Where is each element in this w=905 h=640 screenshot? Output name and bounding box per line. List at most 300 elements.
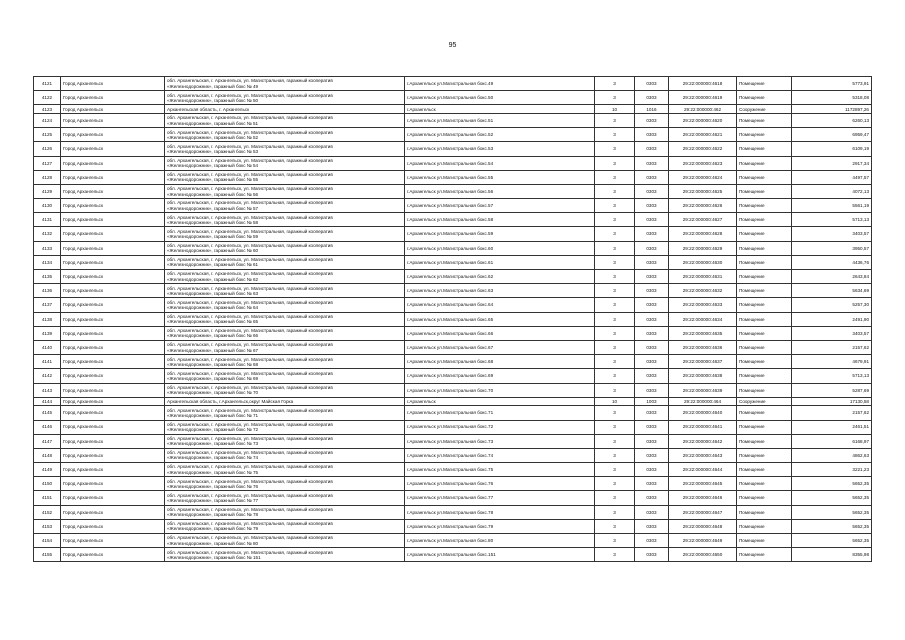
group-cell: 3: [595, 505, 635, 519]
code-cell: 0303: [635, 128, 669, 142]
value-cell: 2491,90: [792, 312, 872, 326]
address-cell: [165, 420, 405, 434]
object-kind-cell: Помещение: [737, 199, 792, 213]
group-cell: 3: [595, 184, 635, 198]
row-id-cell: 4152: [34, 505, 61, 519]
address-line: обл. Архангельская, г. Архангельск, ул. Магистральная, гаражный кооператив: [167, 328, 333, 334]
value-cell: 4679,91: [792, 355, 872, 369]
object-kind-cell: Помещение: [737, 113, 792, 127]
table-row: [34, 548, 872, 562]
owner-cell: Город Архангельск: [61, 505, 165, 519]
table-row: [34, 91, 872, 105]
location-cell: г.Архангельск ул.Магистральная бокс.61: [405, 255, 595, 269]
address-cell: [165, 505, 405, 519]
row-id-cell: 4139: [34, 326, 61, 340]
location-cell: г.Архангельск ул.Магистральная бокс.63: [405, 284, 595, 298]
address-line: «Железнодорожник», гаражный бокс № 52: [167, 134, 259, 140]
group-cell: 3: [595, 298, 635, 312]
cadastral-number-cell: 29:22:000000:4638: [669, 369, 737, 383]
location-cell: г.Архангельск ул.Магистральная бокс.54: [405, 156, 595, 170]
address-cell: [165, 255, 405, 269]
address-line: обл. Архангельская, г. Архангельск, ул. Магистральная, гаражный кооператив: [167, 92, 333, 98]
object-kind-cell: Помещение: [737, 241, 792, 255]
code-cell: 0303: [635, 463, 669, 477]
location-cell: г.Архангельск ул.Магистральная бокс.49: [405, 77, 595, 91]
register-body: [34, 77, 872, 562]
row-id-cell: 4129: [34, 184, 61, 198]
table-row: [34, 142, 872, 156]
cadastral-number-cell: 29:22:000000:4630: [669, 255, 737, 269]
location-cell: г.Архангельск ул.Магистральная бокс.73: [405, 434, 595, 448]
address-line: «Железнодорожник», гаражный бокс № 151: [167, 554, 261, 560]
row-id-cell: 4124: [34, 113, 61, 127]
address-cell: [165, 170, 405, 184]
value-cell: 5652,35: [792, 534, 872, 548]
object-kind-cell: Помещение: [737, 420, 792, 434]
cadastral-number-cell: 29:22:000000:4633: [669, 298, 737, 312]
address-line: «Железнодорожник», гаражный бокс № 75: [167, 469, 259, 475]
row-id-cell: 4155: [34, 548, 61, 562]
location-cell: г.Архангельск ул.Магистральная бокс.59: [405, 227, 595, 241]
object-kind-cell: Помещение: [737, 477, 792, 491]
code-cell: 0303: [635, 298, 669, 312]
object-kind-cell: Помещение: [737, 227, 792, 241]
table-row: [34, 326, 872, 340]
table-row: [34, 448, 872, 462]
group-cell: 3: [595, 340, 635, 354]
cadastral-number-cell: 29:22:000000:462: [669, 105, 737, 114]
table-row: [34, 369, 872, 383]
address-line: «Железнодорожник», гаражный бокс № 54: [167, 163, 259, 169]
value-cell: 6109,19: [792, 142, 872, 156]
group-cell: 3: [595, 420, 635, 434]
address-line: обл. Архангельская, г. Архангельск, ул. Магистральная, гаражный кооператив: [167, 313, 333, 319]
table-row: [34, 170, 872, 184]
location-cell: г.Архангельск ул.Магистральная бокс.60: [405, 241, 595, 255]
value-cell: 5318,08: [792, 91, 872, 105]
code-cell: 0303: [635, 199, 669, 213]
owner-cell: Город Архангельск: [61, 199, 165, 213]
object-kind-cell: Помещение: [737, 519, 792, 533]
address-line: обл. Архангельская, г. Архангельск, ул. Магистральная, гаражный кооператив: [167, 370, 333, 376]
address-line: «Железнодорожник», гаражный бокс № 71: [167, 412, 259, 418]
code-cell: 0303: [635, 355, 669, 369]
code-cell: 0303: [635, 534, 669, 548]
address-line: обл. Архангельская, г. Архангельск, ул. Магистральная, гаражный кооператив: [167, 421, 333, 427]
row-id-cell: 4151: [34, 491, 61, 505]
value-cell: 1172897,26: [792, 105, 872, 114]
group-cell: 10: [595, 105, 635, 114]
owner-cell: Город Архангельск: [61, 91, 165, 105]
code-cell: 0303: [635, 406, 669, 420]
cadastral-number-cell: 29:22:000000:4647: [669, 505, 737, 519]
address-line: «Железнодорожник», гаражный бокс № 56: [167, 191, 259, 197]
row-id-cell: 4122: [34, 91, 61, 105]
table-row: [34, 77, 872, 91]
address-cell: [165, 241, 405, 255]
address-line: обл. Архангельская, г. Архангельск, ул. Магистральная, гаражный кооператив: [167, 228, 333, 234]
address-line: обл. Архангельская, г. Архангельск, ул. Магистральная, гаражный кооператив: [167, 492, 333, 498]
address-line: «Железнодорожник», гаражный бокс № 76: [167, 483, 259, 489]
table-row: [34, 284, 872, 298]
address-cell: [165, 91, 405, 105]
object-kind-cell: Помещение: [737, 255, 792, 269]
address-line: обл. Архангельская, г. Архангельск, ул. Магистральная, гаражный кооператив: [167, 129, 333, 135]
location-cell: г.Архангельск ул.Магистральная бокс.52: [405, 128, 595, 142]
location-cell: г.Архангельск ул.Магистральная бокс.75: [405, 463, 595, 477]
object-kind-cell: Помещение: [737, 184, 792, 198]
row-id-cell: 4140: [34, 340, 61, 354]
row-id-cell: 4125: [34, 128, 61, 142]
group-cell: 3: [595, 326, 635, 340]
address-cell: [165, 142, 405, 156]
address-line: «Железнодорожник», гаражный бокс № 73: [167, 441, 259, 447]
table-row: [34, 397, 872, 406]
code-cell: 0303: [635, 369, 669, 383]
group-cell: 3: [595, 406, 635, 420]
owner-cell: Город Архангельск: [61, 213, 165, 227]
code-cell: 0303: [635, 270, 669, 284]
cadastral-number-cell: 29:22:000000:4644: [669, 463, 737, 477]
address-line: «Железнодорожник», гаражный бокс № 49: [167, 83, 259, 89]
value-cell: 5652,35: [792, 491, 872, 505]
owner-cell: Город Архангельск: [61, 406, 165, 420]
owner-cell: Город Архангельск: [61, 170, 165, 184]
address-cell: [165, 213, 405, 227]
code-cell: 0303: [635, 170, 669, 184]
address-line: обл. Архангельская, г. Архангельск, ул. Магистральная, гаражный кооператив: [167, 464, 333, 470]
address-cell: [165, 105, 405, 114]
location-cell: г.Архангельск ул.Магистральная бокс.71: [405, 406, 595, 420]
address-cell: [165, 519, 405, 533]
location-cell: г.Архангельск ул.Магистральная бокс.68: [405, 355, 595, 369]
address-line: «Железнодорожник», гаражный бокс № 57: [167, 205, 259, 211]
object-kind-cell: Помещение: [737, 355, 792, 369]
code-cell: 0303: [635, 477, 669, 491]
object-kind-cell: Помещение: [737, 383, 792, 397]
table-row: [34, 312, 872, 326]
address-line: обл. Архангельская, г. Архангельск, ул. Магистральная, гаражный кооператив: [167, 285, 333, 291]
cadastral-number-cell: 29:22:000000:4624: [669, 170, 737, 184]
table-row: [34, 463, 872, 477]
cadastral-number-cell: 29:22:000000:4649: [669, 534, 737, 548]
value-cell: 2157,62: [792, 340, 872, 354]
property-register-table: [33, 76, 872, 562]
row-id-cell: 4134: [34, 255, 61, 269]
group-cell: 3: [595, 213, 635, 227]
address-cell: [165, 548, 405, 562]
address-line: обл. Архангельская, г. Архангельск, ул. Магистральная, гаражный кооператив: [167, 143, 333, 149]
row-id-cell: 4150: [34, 477, 61, 491]
table-row: [34, 213, 872, 227]
row-id-cell: 4126: [34, 142, 61, 156]
row-id-cell: 4147: [34, 434, 61, 448]
group-cell: 3: [595, 448, 635, 462]
value-cell: 5634,69: [792, 284, 872, 298]
address-cell: [165, 227, 405, 241]
code-cell: 0303: [635, 91, 669, 105]
address-line: «Железнодорожник», гаражный бокс № 72: [167, 427, 259, 433]
owner-cell: Город Архангельск: [61, 326, 165, 340]
object-kind-cell: Помещение: [737, 434, 792, 448]
address-line: «Железнодорожник», гаражный бокс № 50: [167, 97, 259, 103]
table-row: [34, 491, 872, 505]
value-cell: 6959,47: [792, 128, 872, 142]
address-line: Архангельская область, г. Архангельск: [167, 106, 250, 112]
table-row: [34, 270, 872, 284]
owner-cell: Город Архангельск: [61, 534, 165, 548]
owner-cell: Город Архангельск: [61, 383, 165, 397]
address-line: обл. Архангельская, г. Архангельск, ул. Магистральная, гаражный кооператив: [167, 535, 333, 541]
object-kind-cell: Помещение: [737, 326, 792, 340]
table-row: [34, 199, 872, 213]
address-line: «Железнодорожник», гаражный бокс № 66: [167, 333, 259, 339]
owner-cell: Город Архангельск: [61, 77, 165, 91]
code-cell: 0303: [635, 255, 669, 269]
cadastral-number-cell: 29:22:000000:4631: [669, 270, 737, 284]
owner-cell: Город Архангельск: [61, 397, 165, 406]
row-id-cell: 4132: [34, 227, 61, 241]
object-kind-cell: Помещение: [737, 491, 792, 505]
row-id-cell: 4143: [34, 383, 61, 397]
cadastral-number-cell: 29:22:000000:4646: [669, 491, 737, 505]
object-kind-cell: Помещение: [737, 534, 792, 548]
object-kind-cell: Сооружение: [737, 105, 792, 114]
code-cell: 0303: [635, 284, 669, 298]
location-cell: г.Архангельск ул.Магистральная бокс.80: [405, 534, 595, 548]
location-cell: г.Архангельск ул.Магистральная бокс.51: [405, 113, 595, 127]
object-kind-cell: Помещение: [737, 77, 792, 91]
location-cell: г.Архангельск ул.Магистральная бокс.62: [405, 270, 595, 284]
address-line: обл. Архангельская, г. Архангельск, ул. Магистральная, гаражный кооператив: [167, 271, 333, 277]
cadastral-number-cell: 29:22:000000:4627: [669, 213, 737, 227]
group-cell: 3: [595, 199, 635, 213]
table-row: [34, 355, 872, 369]
table-row: [34, 241, 872, 255]
address-cell: [165, 477, 405, 491]
row-id-cell: 4128: [34, 170, 61, 184]
address-line: обл. Архангельская, г. Архангельск, ул. Магистральная, гаражный кооператив: [167, 549, 333, 555]
address-line: «Железнодорожник», гаражный бокс № 55: [167, 177, 259, 183]
address-line: «Железнодорожник», гаражный бокс № 70: [167, 390, 259, 396]
owner-cell: Город Архангельск: [61, 369, 165, 383]
group-cell: 3: [595, 519, 635, 533]
value-cell: 4436,76: [792, 255, 872, 269]
code-cell: 0303: [635, 491, 669, 505]
value-cell: 3950,57: [792, 241, 872, 255]
table-row: [34, 505, 872, 519]
group-cell: 3: [595, 463, 635, 477]
location-cell: г.Архангельск ул.Магистральная бокс.72: [405, 420, 595, 434]
location-cell: г.Архангельск ул.Магистральная бокс.66: [405, 326, 595, 340]
address-line: «Железнодорожник», гаражный бокс № 80: [167, 540, 259, 546]
owner-cell: Город Архангельск: [61, 477, 165, 491]
code-cell: 0303: [635, 326, 669, 340]
owner-cell: Город Архангельск: [61, 255, 165, 269]
address-line: «Железнодорожник», гаражный бокс № 58: [167, 219, 259, 225]
group-cell: 3: [595, 270, 635, 284]
value-cell: 5713,13: [792, 213, 872, 227]
group-cell: 3: [595, 434, 635, 448]
row-id-cell: 4148: [34, 448, 61, 462]
address-line: обл. Архангельская, г. Архангельск, ул. Магистральная, гаражный кооператив: [167, 157, 333, 163]
value-cell: 6260,13: [792, 113, 872, 127]
table-row: [34, 105, 872, 114]
address-line: «Железнодорожник», гаражный бокс № 63: [167, 290, 259, 296]
group-cell: 3: [595, 355, 635, 369]
row-id-cell: 4133: [34, 241, 61, 255]
owner-cell: Город Архангельск: [61, 519, 165, 533]
code-cell: 0303: [635, 548, 669, 562]
address-line: обл. Архангельская, г. Архангельск, ул. Магистральная, гаражный кооператив: [167, 342, 333, 348]
owner-cell: Город Архангельск: [61, 548, 165, 562]
address-line: «Железнодорожник», гаражный бокс № 60: [167, 248, 259, 254]
address-cell: [165, 199, 405, 213]
cadastral-number-cell: 29:22:000000:4621: [669, 128, 737, 142]
owner-cell: Город Архангельск: [61, 270, 165, 284]
address-line: «Железнодорожник», гаражный бокс № 65: [167, 319, 259, 325]
address-cell: [165, 270, 405, 284]
value-cell: 5652,35: [792, 519, 872, 533]
group-cell: 3: [595, 369, 635, 383]
value-cell: 4862,63: [792, 448, 872, 462]
address-cell: [165, 77, 405, 91]
group-cell: 3: [595, 548, 635, 562]
row-id-cell: 4146: [34, 420, 61, 434]
owner-cell: Город Архангельск: [61, 113, 165, 127]
group-cell: 3: [595, 128, 635, 142]
group-cell: 3: [595, 77, 635, 91]
row-id-cell: 4131: [34, 213, 61, 227]
group-cell: 3: [595, 156, 635, 170]
cadastral-number-cell: 29:22:000000:4620: [669, 113, 737, 127]
address-line: «Железнодорожник», гаражный бокс № 53: [167, 148, 259, 154]
address-cell: [165, 113, 405, 127]
value-cell: 5257,30: [792, 298, 872, 312]
address-line: «Железнодорожник», гаражный бокс № 51: [167, 120, 259, 126]
location-cell: г.Архангельск ул.Магистральная бокс.64: [405, 298, 595, 312]
group-cell: 3: [595, 491, 635, 505]
table-row: [34, 227, 872, 241]
value-cell: 5773,91: [792, 77, 872, 91]
address-line: обл. Архангельская, г. Архангельск, ул. Магистральная, гаражный кооператив: [167, 450, 333, 456]
owner-cell: Город Архангельск: [61, 241, 165, 255]
value-cell: 4497,57: [792, 170, 872, 184]
location-cell: г.Архангельск ул.Магистральная бокс.65: [405, 312, 595, 326]
code-cell: 0303: [635, 156, 669, 170]
cadastral-number-cell: 29:22:000000:4634: [669, 312, 737, 326]
group-cell: 3: [595, 227, 635, 241]
address-line: «Железнодорожник», гаражный бокс № 74: [167, 455, 259, 461]
cadastral-number-cell: 29:22:000000:4648: [669, 519, 737, 533]
location-cell: г.Архангельск ул.Магистральная бокс.53: [405, 142, 595, 156]
table-row: [34, 113, 872, 127]
address-line: обл. Архангельская, г. Архангельск, ул. Магистральная, гаражный кооператив: [167, 200, 333, 206]
value-cell: 2917,34: [792, 156, 872, 170]
location-cell: г.Архангельск: [405, 105, 595, 114]
location-cell: г.Архангельск ул.Магистральная бокс.50: [405, 91, 595, 105]
location-cell: г.Архангельск ул.Магистральная бокс.69: [405, 369, 595, 383]
address-line: «Железнодорожник», гаражный бокс № 78: [167, 512, 259, 518]
code-cell: 0303: [635, 77, 669, 91]
location-cell: г.Архангельск: [405, 397, 595, 406]
cadastral-number-cell: 29:22:000000:4645: [669, 477, 737, 491]
code-cell: 0303: [635, 241, 669, 255]
address-line: «Железнодорожник», гаражный бокс № 79: [167, 526, 259, 532]
code-cell: 0303: [635, 434, 669, 448]
address-cell: [165, 128, 405, 142]
address-cell: [165, 383, 405, 397]
table-row: [34, 383, 872, 397]
object-kind-cell: Помещение: [737, 463, 792, 477]
code-cell: 0303: [635, 184, 669, 198]
cadastral-number-cell: 29:22:000000:4643: [669, 448, 737, 462]
value-cell: 3403,57: [792, 326, 872, 340]
table-row: [34, 420, 872, 434]
cadastral-number-cell: 29:22:000000:464: [669, 397, 737, 406]
code-cell: 0303: [635, 383, 669, 397]
table-row: [34, 128, 872, 142]
value-cell: 3403,57: [792, 227, 872, 241]
object-kind-cell: Помещение: [737, 91, 792, 105]
object-kind-cell: Помещение: [737, 312, 792, 326]
cadastral-number-cell: 29:22:000000:4640: [669, 406, 737, 420]
address-cell: [165, 340, 405, 354]
value-cell: 5287,69: [792, 383, 872, 397]
owner-cell: Город Архангельск: [61, 105, 165, 114]
address-line: обл. Архангельская, г. Архангельск, ул. Магистральная, гаражный кооператив: [167, 407, 333, 413]
group-cell: 3: [595, 312, 635, 326]
row-id-cell: 4149: [34, 463, 61, 477]
cadastral-number-cell: 29:22:000000:4626: [669, 199, 737, 213]
owner-cell: Город Архангельск: [61, 298, 165, 312]
location-cell: г.Архангельск ул.Магистральная бокс.79: [405, 519, 595, 533]
value-cell: 5713,13: [792, 369, 872, 383]
cadastral-number-cell: 29:22:000000:4632: [669, 284, 737, 298]
row-id-cell: 4121: [34, 77, 61, 91]
code-cell: 0303: [635, 420, 669, 434]
address-cell: [165, 463, 405, 477]
address-line: обл. Архангельская, г. Архангельск, ул. Магистральная, гаражный кооператив: [167, 115, 333, 121]
group-cell: 3: [595, 113, 635, 127]
object-kind-cell: Помещение: [737, 548, 792, 562]
group-cell: 3: [595, 91, 635, 105]
object-kind-cell: Помещение: [737, 298, 792, 312]
table-row: [34, 340, 872, 354]
address-cell: [165, 284, 405, 298]
cadastral-number-cell: 29:22:000000:4629: [669, 241, 737, 255]
address-cell: [165, 369, 405, 383]
value-cell: 3221,23: [792, 463, 872, 477]
address-cell: [165, 534, 405, 548]
page-number: 95: [448, 42, 457, 49]
value-cell: 5652,35: [792, 505, 872, 519]
code-cell: 0303: [635, 448, 669, 462]
owner-cell: Город Архангельск: [61, 156, 165, 170]
code-cell: 0303: [635, 519, 669, 533]
location-cell: г.Архангельск ул.Магистральная бокс.70: [405, 383, 595, 397]
table-row: [34, 255, 872, 269]
owner-cell: Город Архангельск: [61, 463, 165, 477]
group-cell: 3: [595, 284, 635, 298]
location-cell: г.Архангельск ул.Магистральная бокс.76: [405, 477, 595, 491]
location-cell: г.Архангельск ул.Магистральная бокс.77: [405, 491, 595, 505]
address-line: обл. Архангельская, г. Архангельск, ул. Магистральная, гаражный кооператив: [167, 172, 333, 178]
object-kind-cell: Помещение: [737, 156, 792, 170]
cadastral-number-cell: 29:22:000000:4625: [669, 184, 737, 198]
object-kind-cell: Помещение: [737, 340, 792, 354]
address-line: обл. Архангельская, г. Архангельск, ул. Магистральная, гаражный кооператив: [167, 521, 333, 527]
